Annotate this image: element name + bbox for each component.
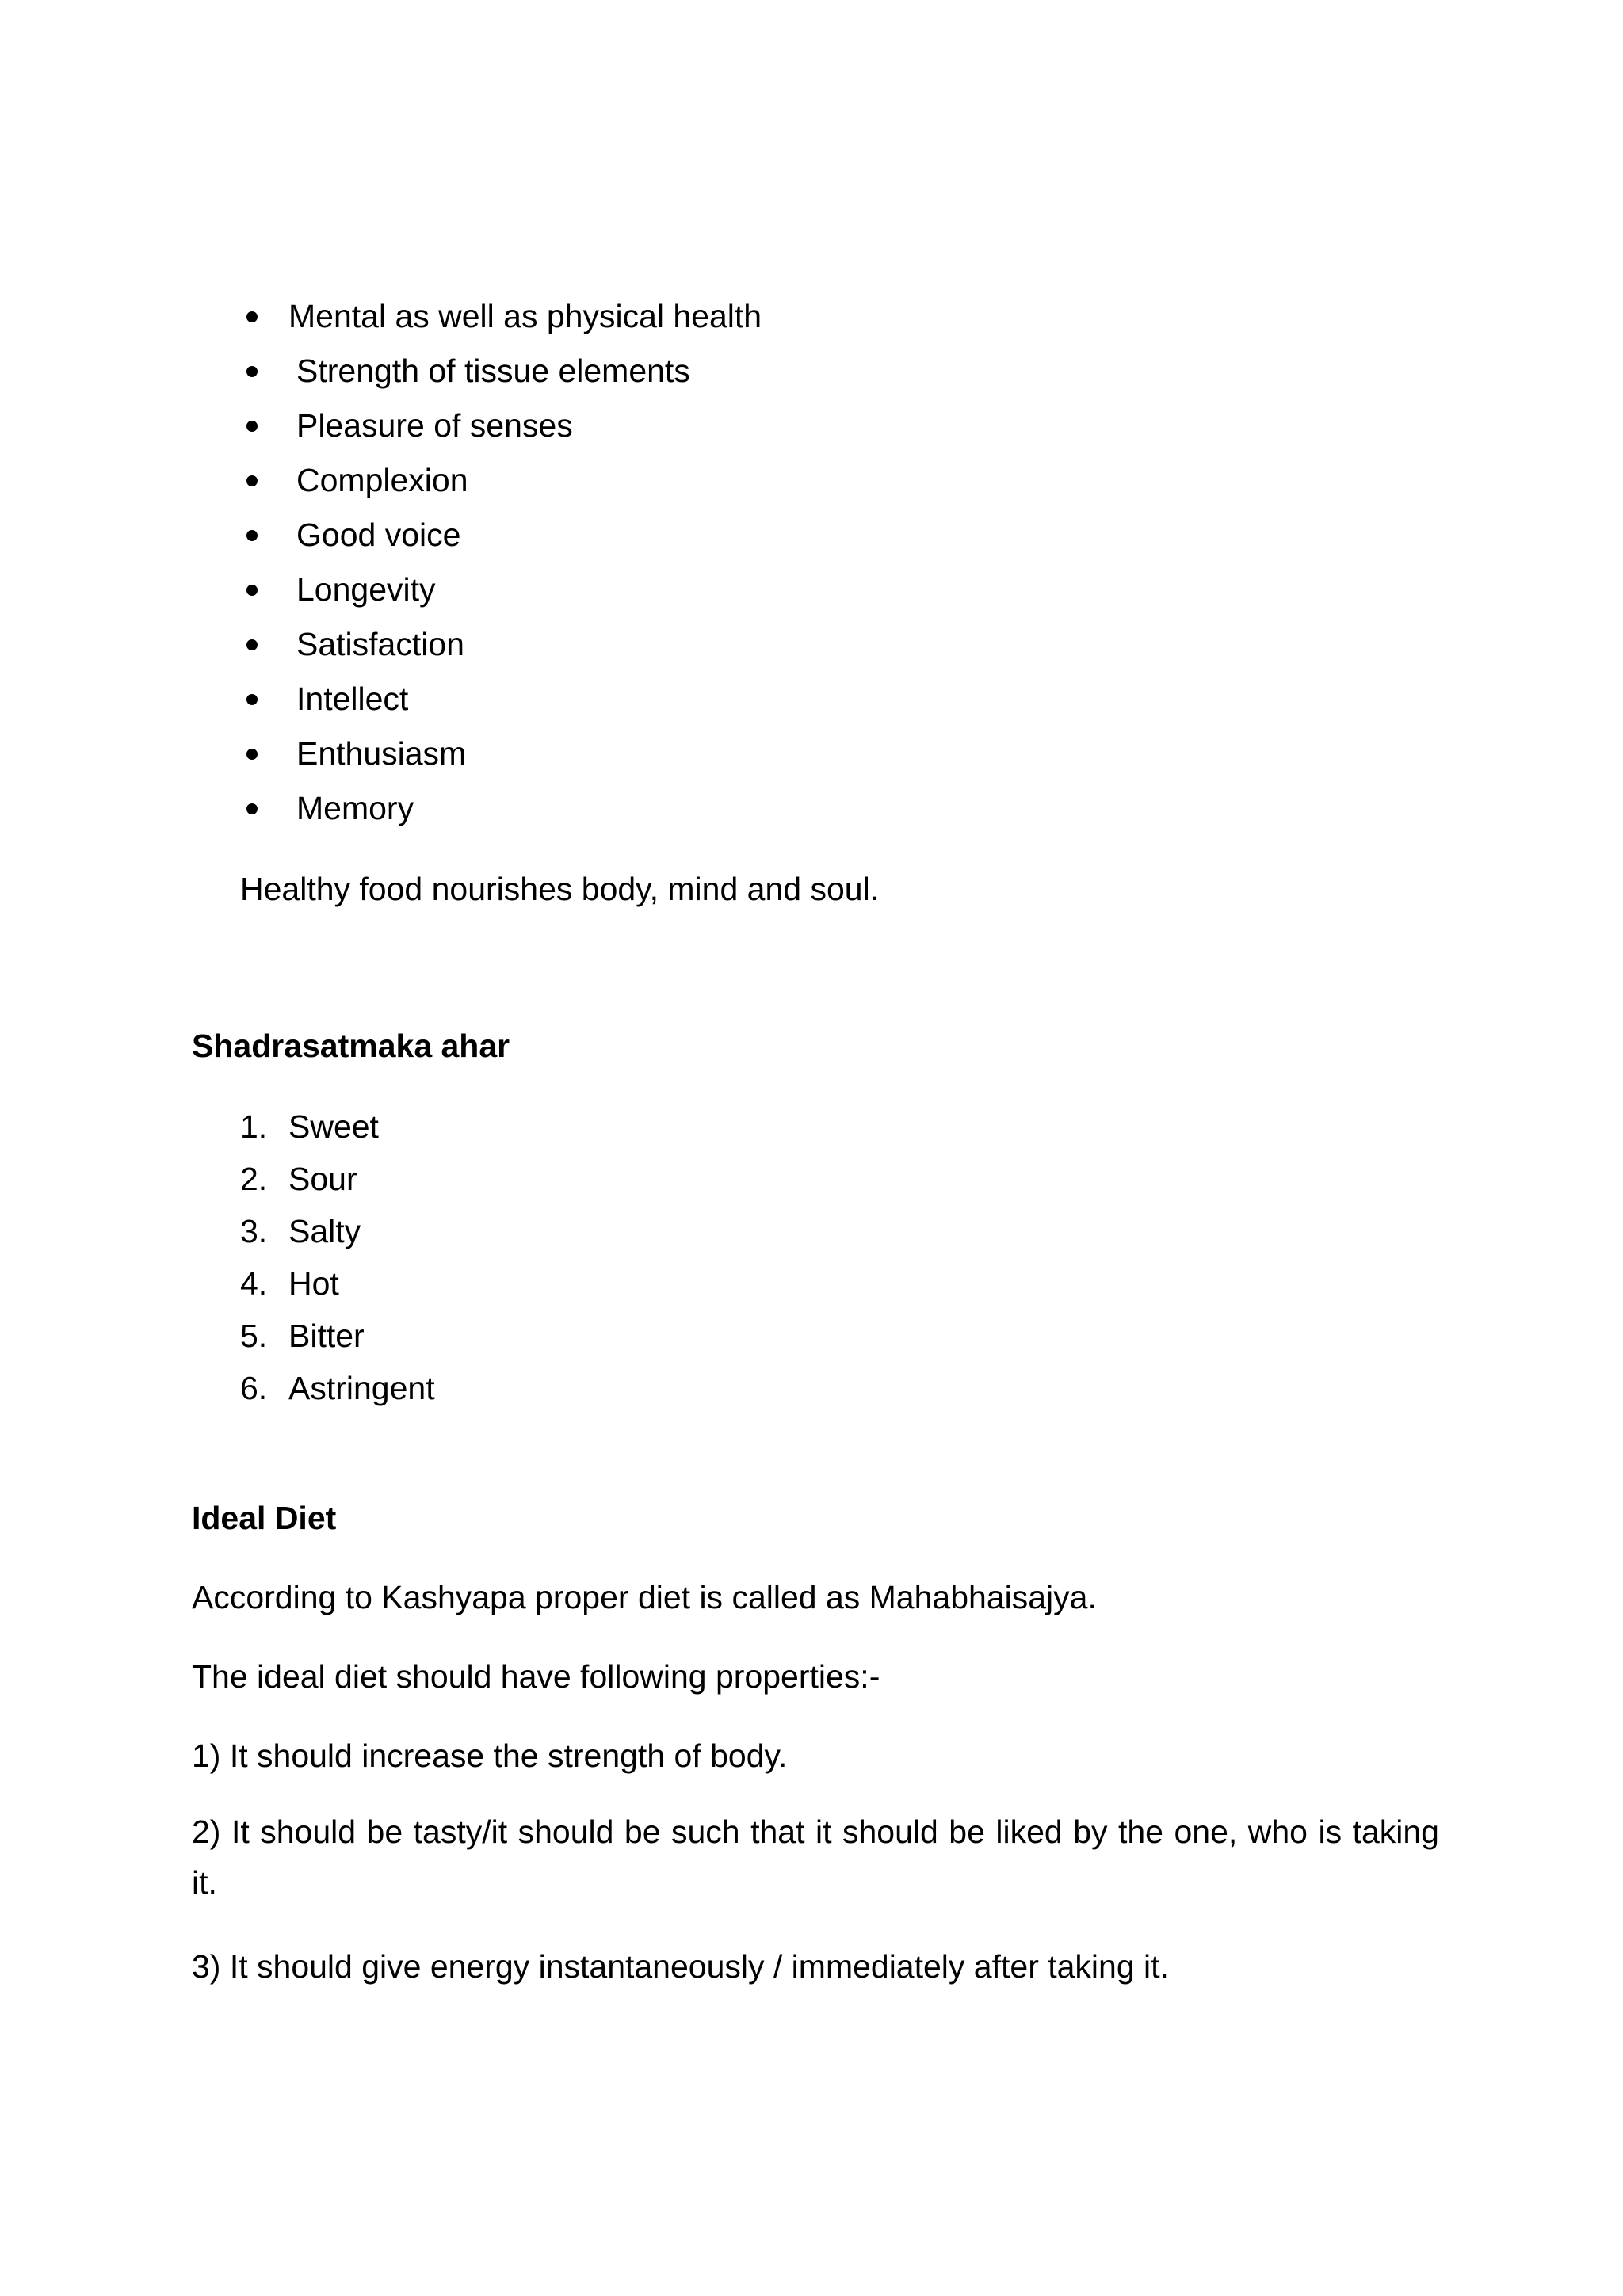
section-heading-shadrasatmaka: Shadrasatmaka ahar <box>192 1028 510 1064</box>
list-item: Memory <box>296 790 414 826</box>
bullet-icon <box>246 803 258 814</box>
list-item: Hot <box>288 1265 339 1302</box>
list-item: Salty <box>288 1213 361 1249</box>
bullet-icon <box>246 639 258 650</box>
list-item: Sour <box>288 1161 357 1197</box>
bullet-icon <box>246 694 258 705</box>
list-number: 4. <box>240 1265 268 1302</box>
bullet-icon <box>246 366 258 377</box>
list-item: Satisfaction <box>296 626 464 662</box>
ideal-diet-point: 1) It should increase the strength of body. <box>192 1737 788 1774</box>
bullet-icon <box>246 530 258 541</box>
list-item: Strength of tissue elements <box>296 353 690 389</box>
list-item: Intellect <box>296 681 409 717</box>
ideal-diet-point: 2) It should be tasty/it should be such that it should be liked by the one, who is taking it. <box>192 1814 1439 1901</box>
list-item: Pleasure of senses <box>296 407 573 444</box>
list-number: 3. <box>240 1213 268 1249</box>
bullet-icon <box>246 475 258 486</box>
bullet-icon <box>246 585 258 596</box>
section-heading-ideal-diet: Ideal Diet <box>192 1500 337 1536</box>
list-item: Enthusiasm <box>296 735 467 772</box>
list-number: 2. <box>240 1161 268 1197</box>
ideal-diet-point: 3) It should give energy instantaneously / immediately after taking it. <box>192 1948 1169 1985</box>
bullet-icon <box>246 749 258 760</box>
list-item: Complexion <box>296 462 468 498</box>
list-item: Mental as well as physical health <box>288 298 762 334</box>
list-item: Good voice <box>296 517 461 553</box>
ideal-diet-intro: According to Kashyapa proper diet is called as Mahabhaisajya. <box>192 1579 1097 1615</box>
list-number: 5. <box>240 1318 268 1354</box>
list-number: 1. <box>240 1108 268 1145</box>
list-item: Longevity <box>296 571 436 608</box>
ideal-diet-lead: The ideal diet should have following properties:- <box>192 1658 880 1695</box>
list-number: 6. <box>240 1370 268 1406</box>
bullet-icon <box>246 421 258 432</box>
summary-text: Healthy food nourishes body, mind and soul. <box>240 871 880 907</box>
bullet-icon <box>246 311 258 322</box>
list-item: Sweet <box>288 1108 379 1145</box>
list-item: Astringent <box>288 1370 435 1406</box>
list-item: Bitter <box>288 1318 365 1354</box>
